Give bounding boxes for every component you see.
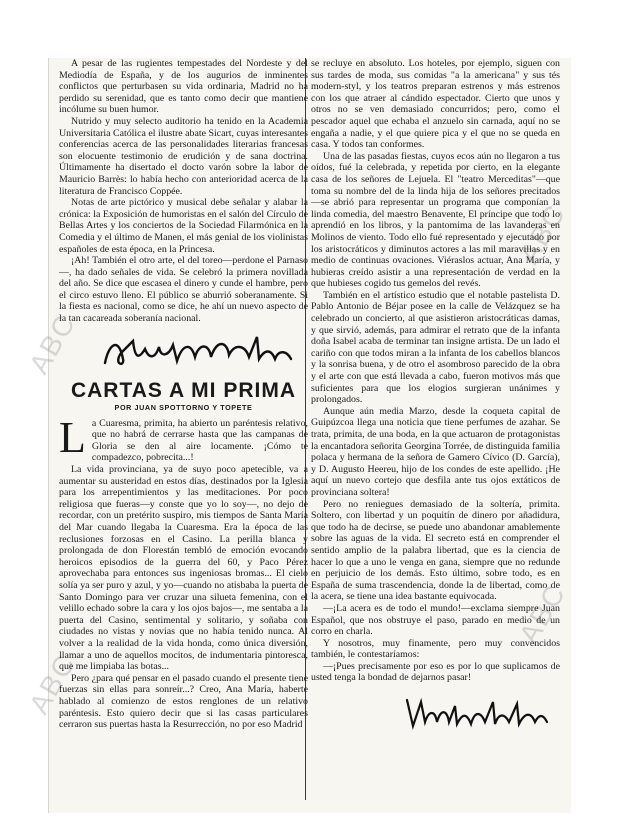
signature-scribble-icon xyxy=(99,329,299,373)
paragraph: Una de las pasadas fiestas, cuyos ecos aún no llegaron a tus oídos, fué la celebrada, y repetida por cierto, en la elegante casa de los señores de Lejuela. El "teatro Merceditas"—que toma su nombre del de la linda hija de los señores precitados—se abrió para representar un programa que componían la linda comedia, del maestro Benavente, El príncipe que todo lo aprendió en los libros, y la pantomima de las lavanderas en Molinos de viento. Todo ello fué representado y ejecutado por los aristocráticos y diminutos actores a las mil maravillas y en medio de continuas ovaciones. Viéraslos actuar, Ana María, y hubieras creído asistir a una representación de verdad en la que hubieses cogido tus gemelos del revés. xyxy=(311,150,560,290)
signature-spottorno xyxy=(311,688,560,732)
paragraph: Aunque aún media Marzo, desde la coqueta capital de Guipúzcoa llega una noticia que tiene perfumes de azahar. Se trata, primita, de una boda, en la que actuaron de protagonistas la encantadora señorita Georgina Torrée, de distinguida familia polaca y hermana de la señora de Gamero Cívico (D. García), y D. Augusto Heereu, hijo de los condes de este apellido. ¡He aquí un nuevo cortejo que desfila ante tus ojos extáticos de provinciana soltera! xyxy=(311,405,560,498)
drop-cap: L xyxy=(59,412,86,462)
article-title: CARTAS A MI PRIMA xyxy=(70,378,297,402)
right-column xyxy=(311,58,560,813)
paragraph: ¡Ah! También el otro arte, el del toreo—perdone el Parnaso—, ha dado señales de vida. Se celebró la primera novillada del año. Se dice que escasea el dinero y cunde el hambre, pero el circo estuvo lleno. El público se aburrió soberanamente. Si la fiesta es nacional, como se dice, he ahí un nuevo aspecto de la tan cacareada soberanía nacional. xyxy=(59,255,308,325)
left-column xyxy=(59,58,308,813)
first-paragraph-block xyxy=(59,412,308,464)
paragraph: La vida provinciana, ya de suyo poco apetecible, va a aumentar su austeridad en estos días, destinados por la Iglesia para los arrepentimientos y las meditaciones. Por poco religiosa que fueras—y conste que yo lo soy—, no dejo de recordar, con un pretérito suspiro, mis tiempos de Santa María del Mar cuando llegaba la Cuaresma. Era la época de las reclusiones forzosas en el Casino. La perilla blanca y prolongada de don Florestán tembló de emoción evocando heroicos episodios de la guerra del 60, y Paco Pérez aprovechaba para entonces sus ingeniosas bromas... El cielo solía ya ser puro y azul, y yo—cuando no atisbaba la puerta de Santo Domingo para ver cruzar una silueta femenina, con el velillo echado sobre la cara y los ojos bajos—, me sentaba a la puerta del Casino, sentimental y solitario, y soñaba con ciudades no vistas y novias que no había tenido nunca. Al volver a la realidad de la vida honda, como única diversión, llamar a uno de aquellos mocitos, de indumentaria pintoresca, que me limpiaba las botas... xyxy=(59,464,308,673)
paragraph: —¡Pues precisamente por eso es por lo que suplicamos de usted tenga la bondad de dejarnos pasar! xyxy=(311,660,560,684)
paragraph-first: a Cuaresma, primita, ha abierto un paréntesis relativo, que no habrá de cerrarse hasta que las campanas de Gloria se den al aire locamente. ¡Cómo te compadezco, pobrecita...! xyxy=(91,417,308,464)
magazine-page xyxy=(23,58,572,813)
paragraph: —¡La acera es de todo el mundo!—exclama siempre Juan Español, que nos obstruye el paso, parado en medio de un corro en charla. xyxy=(311,602,560,638)
article-byline: POR JUAN SPOTTORNO Y TOPETE xyxy=(114,402,253,412)
watermark-right-bottom: ABC xyxy=(513,578,572,650)
signature-scribble-icon xyxy=(401,692,551,732)
paragraph: se recluye en absoluto. Los hoteles, por ejemplo, siguen con sus tardes de moda, sus comidas "a la americana" y sus tés modern-styl, y los teatros preparan estrenos y más estrenos con los que atraer al cándido espectador. Cierto que unos y otros no se ven demasiado concurridos; pero, como el pescador aquel que echaba el anzuelo sin carnada, aquí no se engaña a nadie, y el que quiere pica y el que no se queda en casa. Y todos tan conformes. xyxy=(311,58,560,151)
paragraph: Pero no reniegues demasiado de la soltería, primita. Soltero, con libertad y un poquitín de dinero por añadidura, que todo ha de decirse, se puede uno abandonar amablemente sobre las aguas de la vida. El secreto está en comprender el sentido amplio de la palabra libertad, que es la ciencia de hacer lo que a uno le venga en gana, siempre que no redunde en perjuicio de los demás. Esto último, sobre todo, es en España de suma trascendencia, donde la de libertad, como de la acera, se tiene una idea bastante equivocada. xyxy=(311,498,560,603)
paragraph: También en el artístico estudio que el notable pastelista D. Pablo Antonio de Béjar posee en la calle de Velázquez se ha celebrado un concierto, al que asistieron aristocráticas damas, y que sirvió, además, para admirar el retrato que de la infanta doña Isabel acaba de terminar tan insigne artista. De un lado el cariño con que todos miran a la infanta de los cabellos blancos y la sonrisa buena, y de otro el asombroso parecido de la obra y el arte con que está llevada a cabo, fueron motivos más que suficientes para que los elogios surgieran unánimes y prolongados. xyxy=(311,289,560,406)
paragraph: Y nosotros, muy finamente, pero muy convencidos también, le contestaríamos: xyxy=(311,637,560,661)
watermark-left-bottom: ABC xyxy=(23,648,82,720)
watermark-right-top: ABC xyxy=(513,198,572,270)
watermark-left-top: ABC xyxy=(23,308,82,380)
paragraph: Nutrido y muy selecto auditorio ha tenido en la Academia Universitaria Católica el ilustre abate Sicart, cuyas interesantes conferencias acerca de las personalidades literarias francesas son elocuente testimonio de erudición y de sana doctrina. Últimamente ha disertado el docto varón sobre la labor de Mauricio Barrès: lo había hecho con anterioridad acerca de la literatura de Francisco Coppée. xyxy=(59,115,308,197)
paragraph: A pesar de las rugientes tempestades del Nordeste y del Mediodía de España, y de los augurios de inminentes conflictos que perturbasen su vida ordinaria, Madrid no ha perdido su serenidad, que es tanto como decir que mantiene incólume su buen humor. xyxy=(59,58,308,116)
paragraph: Notas de arte pictórico y musical debe señalar y alabar la crónica: la Exposición de humoristas en el salón del Círculo de Bellas Artes y los conciertos de la Sociedad Filarmónica en la Comedia y el último de Manen, el más genial de los violinistas españoles de esta época, en la Princesa. xyxy=(59,197,308,255)
paragraph: Pero ¿para qué pensar en el pasado cuando el presente tiene fuerzas sin ellas para sonreír...? Creo, Ana María, haberte hablado al comienzo de estos renglones de un relativo paréntesis. Esto quiero decir que si las casas particulares cerraron sus puertas hasta la Resurrección, no por eso Madrid xyxy=(59,672,308,731)
signature-angel-castell xyxy=(59,329,308,373)
